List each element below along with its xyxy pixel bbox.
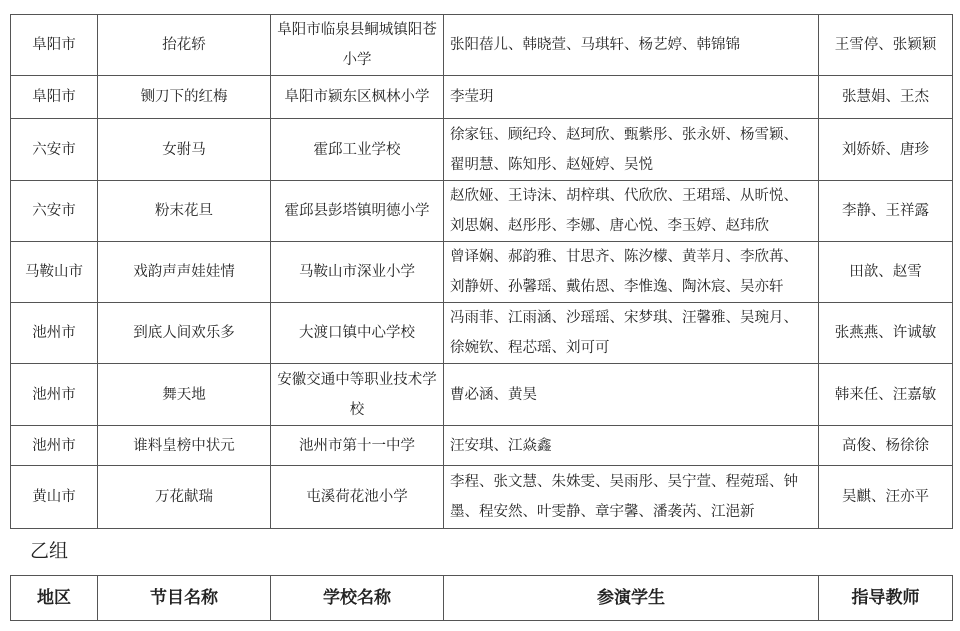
cell-region: 阜阳市	[11, 76, 98, 119]
cell-program: 舞天地	[98, 364, 271, 426]
cell-teachers: 李静、王祥露	[819, 181, 953, 242]
cell-school: 霍邱县彭塔镇明德小学	[271, 181, 444, 242]
cell-teachers: 张慧娟、王杰	[819, 76, 953, 119]
table-row	[11, 466, 953, 529]
group-a-table	[10, 14, 953, 529]
table-row	[11, 119, 953, 181]
cell-region: 六安市	[11, 119, 98, 181]
header-teachers: 指导教师	[819, 576, 953, 621]
cell-program: 铡刀下的红梅	[98, 76, 271, 119]
cell-school: 霍邱工业学校	[271, 119, 444, 181]
cell-students: 赵欣娅、王诗沫、胡梓琪、代欣欣、王珺瑶、从昕悦、刘思娴、赵彤彤、李娜、唐心悦、李玉婷、赵玮欣	[444, 181, 819, 242]
cell-region: 池州市	[11, 303, 98, 364]
cell-region: 池州市	[11, 426, 98, 466]
table-row	[11, 181, 953, 242]
cell-teachers: 高俊、杨徐徐	[819, 426, 953, 466]
cell-students: 张阳蓓儿、韩晓萱、马琪轩、杨艺婷、韩锦锦	[444, 15, 819, 76]
cell-students: 李莹玥	[444, 76, 819, 119]
cell-program: 粉末花旦	[98, 181, 271, 242]
cell-school: 阜阳市临泉县鲖城镇阳苍小学	[271, 15, 444, 76]
cell-program: 谁料皇榜中状元	[98, 426, 271, 466]
cell-teachers: 田歆、赵雪	[819, 242, 953, 303]
cell-students: 徐家钰、顾纪玲、赵珂欣、甄紫彤、张永妍、杨雪颖、翟明慧、陈知彤、赵娅婷、吴悦	[444, 119, 819, 181]
table-row	[11, 303, 953, 364]
cell-students: 李程、张文慧、朱姝雯、吴雨彤、吴宁萱、程菀瑶、钟墨、程安然、叶雯静、章宇馨、潘袭芮、江浥新	[444, 466, 819, 529]
cell-program: 抬花轿	[98, 15, 271, 76]
cell-region: 六安市	[11, 181, 98, 242]
cell-students: 曹必涵、黄昊	[444, 364, 819, 426]
cell-program: 女驸马	[98, 119, 271, 181]
cell-region: 黄山市	[11, 466, 98, 529]
table-row	[11, 364, 953, 426]
cell-students: 曾译娴、郝韵雅、甘思齐、陈汐檬、黄莘月、李欣苒、刘静妍、孙馨瑶、戴佑恩、李惟逸、陶沐宸、吴亦轩	[444, 242, 819, 303]
cell-school: 屯溪荷花池小学	[271, 466, 444, 529]
header-region: 地区	[11, 576, 98, 621]
table-row	[11, 15, 953, 76]
cell-teachers: 刘娇娇、唐珍	[819, 119, 953, 181]
cell-school: 大渡口镇中心学校	[271, 303, 444, 364]
group-b-table	[10, 575, 953, 621]
cell-students: 汪安琪、江焱鑫	[444, 426, 819, 466]
cell-region: 池州市	[11, 364, 98, 426]
cell-teachers: 吴麒、汪亦平	[819, 466, 953, 529]
cell-students: 冯雨菲、江雨涵、沙瑶瑶、宋梦琪、汪馨雅、吴琬月、徐婉钦、程芯瑶、刘可可	[444, 303, 819, 364]
cell-school: 安徽交通中等职业技术学校	[271, 364, 444, 426]
cell-region: 马鞍山市	[11, 242, 98, 303]
table-row	[11, 426, 953, 466]
cell-region: 阜阳市	[11, 15, 98, 76]
cell-program: 到底人间欢乐多	[98, 303, 271, 364]
cell-school: 阜阳市颍东区枫林小学	[271, 76, 444, 119]
header-students: 参演学生	[444, 576, 819, 621]
table-row	[11, 76, 953, 119]
table-row	[11, 242, 953, 303]
group-b-title: 乙组	[30, 540, 69, 562]
cell-teachers: 韩来任、汪嘉敏	[819, 364, 953, 426]
header-row	[11, 576, 953, 621]
cell-teachers: 张燕燕、许诚敏	[819, 303, 953, 364]
cell-program: 戏韵声声娃娃情	[98, 242, 271, 303]
cell-teachers: 王雪停、张颖颖	[819, 15, 953, 76]
cell-school: 马鞍山市深业小学	[271, 242, 444, 303]
cell-school: 池州市第十一中学	[271, 426, 444, 466]
header-school: 学校名称	[271, 576, 444, 621]
cell-program: 万花献瑞	[98, 466, 271, 529]
header-program: 节目名称	[98, 576, 271, 621]
